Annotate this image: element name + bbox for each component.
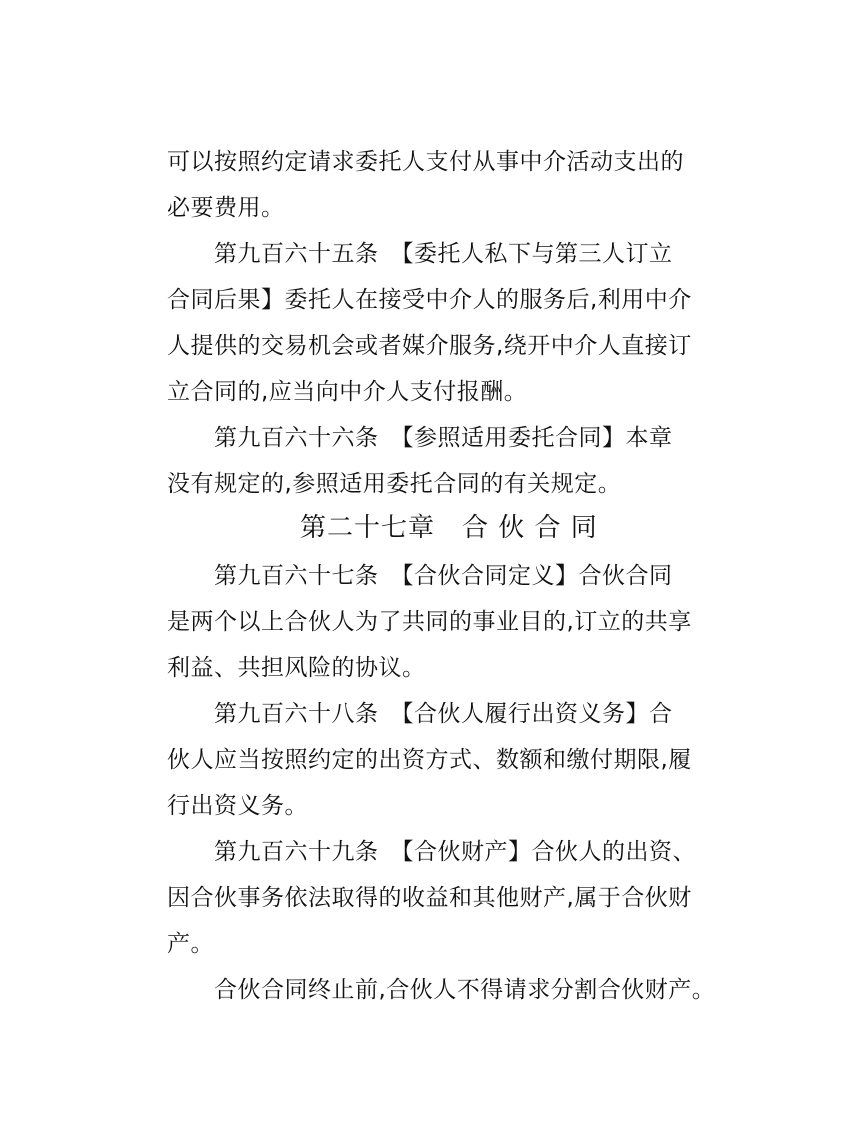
article-968-heading: 第九百六十八条 【合伙人履行出资义务】合 [214, 701, 673, 727]
chapter-heading: 第二十七章 合 伙 合 同 [300, 513, 598, 543]
article-969-heading: 第九百六十九条 【合伙财产】合伙人的出资、 [214, 839, 696, 865]
text-line: 因合伙事务依法取得的收益和其他财产,属于合伙财 [167, 885, 692, 911]
text-line: 可以按照约定请求委托人支付从事中介活动支出的 [167, 149, 684, 175]
text-line: 人提供的交易机会或者媒介服务,绕开中介人直接订 [167, 333, 692, 359]
text-line: 伙人应当按照约定的出资方式、数额和缴付期限,履 [167, 747, 692, 773]
text-line: 利益、共担风险的协议。 [167, 655, 426, 681]
text-line: 产。 [167, 931, 214, 957]
text-line: 合伙合同终止前,合伙人不得请求分割合伙财产。 [214, 977, 716, 1003]
text-line: 必要费用。 [167, 195, 285, 221]
text-line: 立合同的,应当向中介人支付报酬。 [167, 379, 528, 405]
article-966-heading: 第九百六十六条 【参照适用委托合同】本章 [214, 425, 673, 451]
text-line: 行出资义务。 [167, 793, 308, 819]
text-line: 是两个以上合伙人为了共同的事业目的,订立的共享 [167, 609, 692, 635]
text-line: 没有规定的,参照适用委托合同的有关规定。 [167, 471, 622, 497]
article-965-heading: 第九百六十五条 【委托人私下与第三人订立 [214, 241, 673, 267]
article-967-heading: 第九百六十七条 【合伙合同定义】合伙合同 [214, 563, 673, 589]
text-line: 合同后果】委托人在接受中介人的服务后,利用中介 [167, 287, 692, 313]
